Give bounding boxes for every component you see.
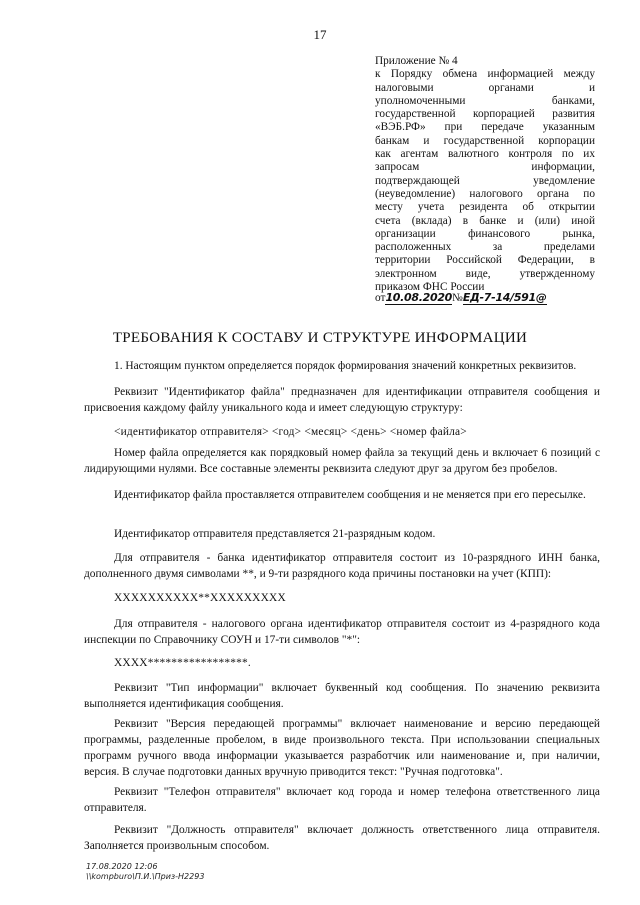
order-prefix: от [375,292,386,304]
body-paragraph [84,358,600,374]
body-paragraph [84,526,600,542]
body-paragraph [84,445,600,477]
appendix-line: налоговыми органами и [375,81,595,94]
paragraph-text: Реквизит "Идентификатор файла" предназначен для идентификации отправителя сообщения и присвоения каждому файлу уникального кода и имеет следующую структуру: [84,386,600,414]
appendix-line: к Порядку обмена информацией между [375,68,595,81]
appendix-line: территории Российской Федерации, в [375,254,595,267]
appendix-line: уполномоченными банками, [375,94,595,107]
body-paragraph [84,384,600,416]
appendix-line: электронном виде, утвержденному [375,267,595,280]
bank-id-mask [84,590,600,606]
appendix-line: счета (вклада) в банке и (или) иной [375,214,595,227]
appendix-line: приказом ФНС России [375,281,485,294]
paragraph-text: Реквизит "Тип информации" включает буквенный код сообщения. По значению реквизита выполняется идентификация сообщения. [84,682,600,710]
paragraph-text: Реквизит "Должность отправителя" включает должность ответственного лица отправителя. Заполняется произвольным способом. [84,824,600,852]
paragraph-text: 1. Настоящим пунктом определяется порядок формирования значений конкретных реквизитов. [114,360,577,372]
tax-id-mask [84,655,600,671]
body-paragraph [84,784,600,816]
body-paragraph [84,822,600,854]
paragraph-text: Для отправителя - банка идентификатор отправителя состоит из 10-разрядного ИНН банка, дополненного двумя символами **, и 9-ти разрядного кода причины постановки на учет (КПП): [84,552,600,580]
paragraph-text: XXXXXXXXXX**XXXXXXXXX [114,592,286,604]
paragraph-text: Реквизит "Телефон отправителя" включает код города и номер телефона ответственного лица отправителя. [84,786,600,814]
appendix-line: месту учета резидента об открытии [375,201,595,214]
appendix-line: подтверждающей уведомление [375,174,595,187]
paragraph-text: Реквизит "Версия передающей программы" включает наименование и версию передающей программы, разделенные пробелом, в виде произвольного текста. При использовании специальных программ ручного ввода информации указывается разработчик или наименование и, при наличии, версия. В случае подготовки данных вручную приводится текст: "Ручная подготовка". [84,718,600,778]
appendix-line: (неуведомление) налогового органа по [375,187,595,200]
body-paragraph [84,487,600,503]
body-paragraph [84,616,600,648]
document-title: ТРЕБОВАНИЯ К СОСТАВУ И СТРУКТУРЕ ИНФОРМАЦИИ [112,330,528,346]
order-date-handwritten: 10.08.2020 [385,291,453,304]
body-paragraph [84,716,600,780]
page-number: 17 [313,27,327,42]
appendix-line: запросам информации, [375,161,595,174]
paragraph-text: Идентификатор файла проставляется отправителем сообщения и не меняется при его пересылке. [114,489,586,501]
order-number-handwritten: ЕД-7-14/591@ [462,291,547,304]
appendix-line: расположенных за пределами [375,241,595,254]
appendix-block [375,55,595,294]
paragraph-text: XXXX*****************. [114,657,251,669]
appendix-heading: Приложение № 4 [375,55,458,67]
appendix-line: как агентам валютного контроля по их [375,148,595,161]
print-timestamp: 17.08.2020 12:06 [86,862,158,871]
appendix-line: организации финансового рынка, [375,227,595,240]
paragraph-text: <идентификатор отправителя> <год> <месяц> <день> <номер файла> [114,426,467,438]
print-footer [86,862,204,882]
order-reference [375,291,547,305]
paragraph-text: Номер файла определяется как порядковый номер файла за текущий день и включает 6 позиций с лидирующими нулями. Все составные элементы реквизита следуют друг за другом без пробелов. [84,447,600,475]
body-paragraph [84,680,600,712]
paragraph-text: Для отправителя - налогового органа идентификатор отправителя состоит из 4-разрядного кода инспекции по Справочнику СОУН и 17-ти символов "*": [84,618,600,646]
body-paragraph [84,550,600,582]
paragraph-text: Идентификатор отправителя представляется 21-разрядным кодом. [114,528,436,540]
appendix-line: «ВЭБ.РФ» при передаче указанным [375,121,595,134]
order-number-sign: № [452,292,463,304]
file-path: \\kompburo\П.И.\Приз-Н2293 [86,872,205,881]
structure-template [84,424,600,440]
appendix-line: банкам и государственной корпорации [375,134,595,147]
appendix-line: государственной корпорацией развития [375,108,595,121]
